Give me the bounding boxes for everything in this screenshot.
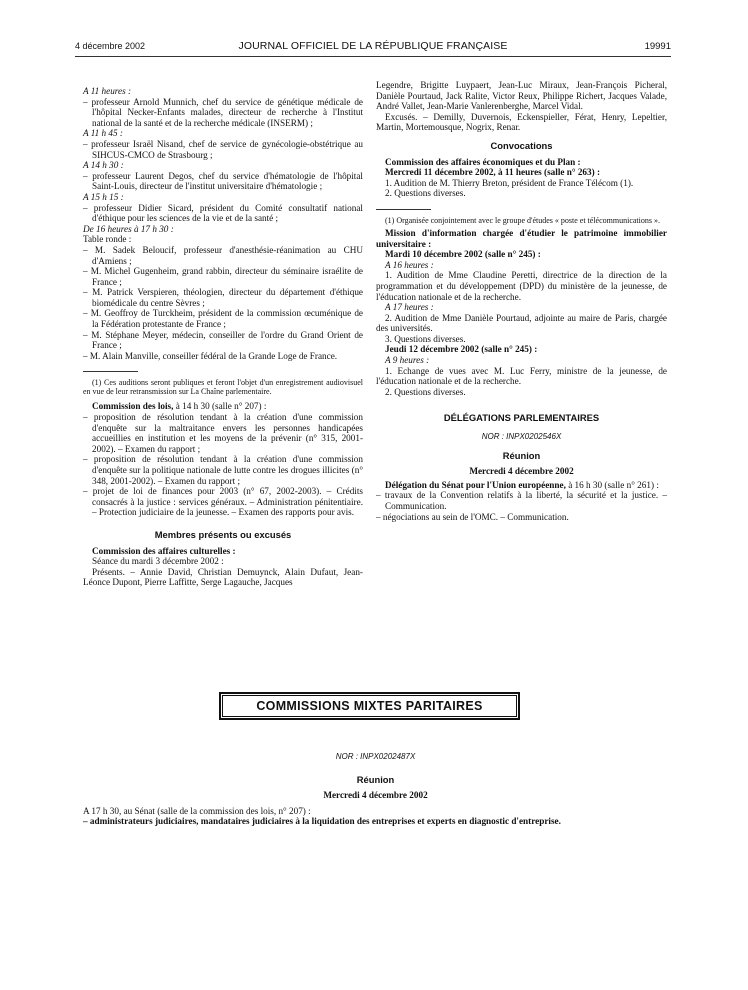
list-item: 2. Audition de Mme Danièle Pourtaud, adjointe au maire de Paris, chargée des universités. — [376, 312, 667, 334]
footnote: (1) Organisée conjointement avec le groupe d'études « poste et télécommunications ». — [385, 215, 660, 225]
cmp-section — [83, 752, 668, 827]
reunion-date: Mercredi 4 décembre 2002 — [323, 790, 428, 801]
delegation-title: Délégation du Sénat pour l'Union européenne, — [385, 479, 566, 490]
list-item: – proposition de résolution tendant à la création d'une commission d'enquête sur la maltraitance envers les personnes handicapées accueillies en institution et les moyens de la prévenir (n° 315, 2001-2002). – Examen du rapport ; — [83, 412, 363, 454]
page-number: 19991 — [644, 41, 671, 52]
header-date: 4 décembre 2002 — [75, 41, 146, 51]
list-item: – professeur Israël Nisand, chef de service de gynécologie-obstétrique au SIHCUS-CMCO de Strasbourg ; — [83, 138, 363, 160]
commission-eco: Commission des affaires économiques et du Plan : — [385, 156, 581, 167]
list-item: – professeur Didier Sicard, président du Comité consultatif national d'éthique pour les sciences de la vie et de la santé ; — [83, 202, 363, 224]
commission-lois — [83, 401, 363, 412]
reunion-heading: Réunion — [502, 449, 541, 461]
time-label: A 14 h 30 : — [83, 160, 124, 171]
commission-lois-title: Commission des lois, — [92, 401, 174, 412]
list-item: – projet de loi de finances pour 2003 (n° 67, 2002-2003). – Crédits consacrés à la justice : services généraux. – Administration pénitentiaire. – Protection judiciaire de la jeunesse. – Examen des rapports pour avis. — [83, 486, 363, 518]
list-item: – administrateurs judiciaires, mandataires judiciaires à la liquidation des entreprises et experts en diagnostic d'entreprise. — [83, 816, 561, 827]
list-item: 1. Audition de Mme Claudine Peretti, directrice de la direction de la programmation et du développement (DPD) du ministère de la jeunesse, de l'éducation nationale et de la recherche. — [376, 270, 667, 302]
list-item: 3. Questions diverses. — [385, 333, 466, 344]
header-rule — [75, 56, 671, 57]
nor-code: NOR : INPX0202487X — [335, 752, 416, 761]
reunion-heading: Réunion — [356, 773, 395, 785]
footnote: (1) Ces auditions seront publiques et feront l'objet d'un enregistrement audiovisuel en vue de leur retransmission sur La Chaîne parlementaire. — [83, 378, 363, 397]
right-column — [376, 80, 667, 522]
list-item: – professeur Arnold Munnich, chef du service de génétique médicale de l'hôpital Necker-Enfants malades, directeur de recherche à l'Institut national de la santé et de la recherche médicale (INSERM) ; — [83, 96, 363, 128]
mission-date: Jeudi 12 décembre 2002 (salle n° 245) : — [385, 344, 538, 355]
reunion-date: Mercredi 4 décembre 2002 — [469, 466, 574, 477]
delegation-time: à 16 h 30 (salle n° 261) : — [568, 479, 659, 490]
time-label: A 17 heures : — [385, 302, 434, 313]
cmp-section-box: COMMISSIONS MIXTES PARITAIRES — [219, 692, 520, 720]
list-item: – M. Geoffroy de Turckheim, président de la commission œcuménique de la Fédération protestante de France ; — [83, 308, 363, 330]
delegation-ue — [376, 480, 667, 491]
time-label: De 16 heures à 17 h 30 : — [83, 223, 174, 234]
nor-code: NOR : INPX0202546X — [481, 432, 562, 442]
time-label: A 16 heures : — [385, 259, 434, 270]
list-item: 2. Questions diverses. — [385, 386, 466, 397]
section-heading-convocations: Convocations — [490, 139, 553, 151]
list-item: 1. Echange de vues avec M. Luc Ferry, ministre de la jeunesse, de l'éducation nationale et de la recherche. — [376, 365, 667, 387]
footnote-rule — [376, 209, 431, 210]
section-heading-membres: Membres présents ou excusés — [154, 528, 292, 540]
journal-title: JOURNAL OFFICIEL DE LA RÉPUBLIQUE FRANÇAISE — [238, 40, 508, 52]
list-item: 1. Audition de M. Thierry Breton, président de France Télécom (1). — [385, 177, 634, 188]
time-label: A 11 heures : — [83, 86, 132, 96]
excuses-list: Excusés. – Demilly, Duvernois, Eckenspieller, Férat, Henry, Lepeltier, Martin, Mortemousque, Nogrix, Renar. — [376, 111, 667, 133]
list-item: – négociations au sein de l'OMC. – Communication. — [376, 511, 569, 522]
list-item: – professeur Laurent Degos, chef du service d'hématologie de l'hôpital Saint-Louis, directeur de l'institut universitaire d'hématologie ; — [83, 170, 363, 192]
seance-date: Séance du mardi 3 décembre 2002 : — [92, 556, 224, 567]
commission-lois-time: à 14 h 30 (salle n° 207) : — [175, 401, 267, 412]
list-item: – M. Michel Gugenheim, grand rabbin, directeur du séminaire israélite de France ; — [83, 266, 363, 287]
list-item: – M. Alain Manville, conseiller fédéral de la Grande Loge de France. — [83, 350, 338, 361]
table-ronde-label: Table ronde : — [83, 234, 132, 245]
presents-list: Présents. – Annie David, Christian Demuynck, Alain Dufaut, Jean-Léonce Dupont, Pierre Laffitte, Serge Lagauche, Jacques — [83, 566, 363, 588]
list-item: – proposition de résolution tendant à la création d'une commission d'enquête sur la politique nationale de lutte contre les drogues illicites (n° 348, 2001-2002). – Examen du rapport ; — [83, 454, 363, 486]
list-item: – travaux de la Convention relatifs à la liberté, la sécurité et la justice. – Communication. — [376, 490, 667, 511]
time-label: A 11 h 45 : — [83, 128, 123, 139]
commission-culturelles: Commission des affaires culturelles : — [92, 545, 236, 556]
list-item: 2. Questions diverses. — [385, 188, 466, 199]
cmp-time: A 17 h 30, au Sénat (salle de la commission des lois, n° 207) : — [83, 805, 311, 816]
mission-date: Mardi 10 décembre 2002 (salle n° 245) : — [385, 249, 541, 260]
list-item: – M. Stéphane Meyer, médecin, conseiller de l'ordre du Grand Orient de France ; — [83, 329, 363, 351]
section-heading-delegations: DÉLÉGATIONS PARLEMENTAIRES — [443, 412, 600, 424]
time-label: A 9 heures : — [385, 355, 430, 366]
left-column — [83, 86, 363, 588]
mission-title: Mission d'information chargée d'étudier le patrimoine immobilier universitaire : — [376, 227, 667, 249]
list-item: – M. Sadek Beloucif, professeur d'anesthésie-réanimation au CHU d'Amiens ; — [83, 244, 363, 266]
presents-list-cont: Legendre, Brigitte Luypaert, Jean-Luc Miraux, Jean-François Picheral, Danièle Pourtaud, Jack Ralite, Victor Reux, Philippe Richert, Jacques Valade, André Vallet, Jean-Marie Vanlerenberghe, Marcel Vidal. — [376, 80, 667, 112]
time-label: A 15 h 15 : — [83, 191, 124, 202]
list-item: – M. Patrick Verspieren, théologien, directeur du département d'éthique biomédicale du centre Sèvres ; — [83, 287, 363, 308]
page-header — [75, 40, 671, 54]
eco-date: Mercredi 11 décembre 2002, à 11 heures (salle n° 263) : — [385, 167, 601, 178]
footnote-rule — [83, 371, 138, 372]
